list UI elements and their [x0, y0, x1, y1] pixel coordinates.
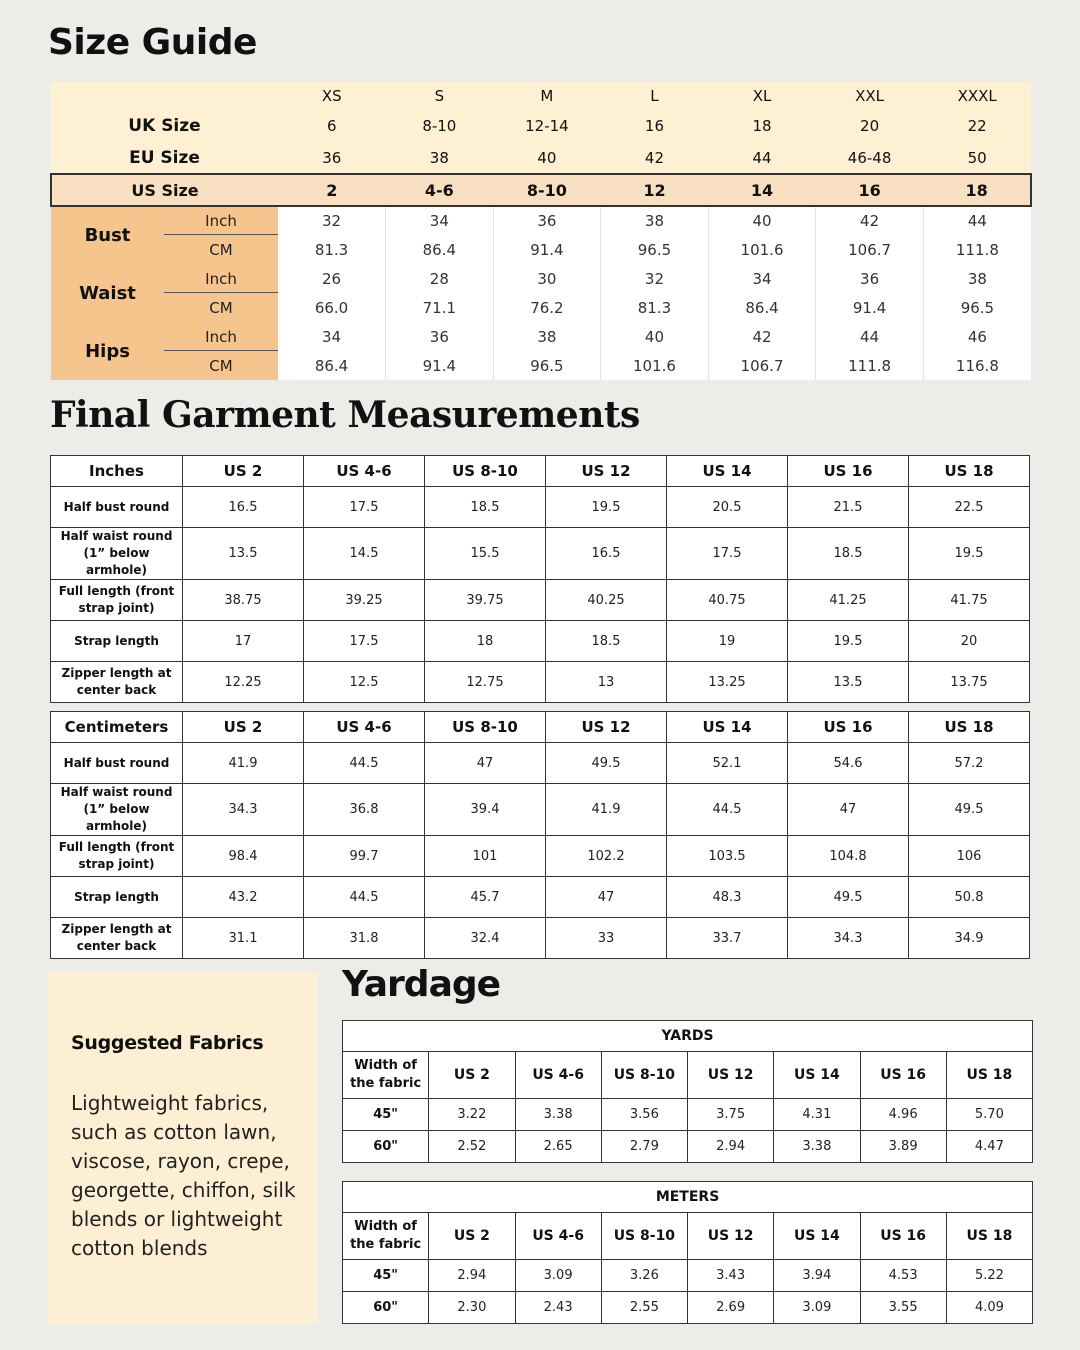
yardage-meters-table	[342, 1181, 1033, 1324]
yardage-table	[342, 1181, 1033, 1324]
yardage-value: 3.22	[429, 1099, 515, 1131]
measurements-table	[50, 711, 1030, 959]
yardage-value: 3.38	[774, 1131, 860, 1163]
width-label: Width of the fabric	[343, 1213, 429, 1260]
size-header: US 18	[909, 456, 1030, 487]
header-row	[51, 712, 1030, 743]
yardage-row	[343, 1099, 1033, 1131]
value-cell: 17.5	[304, 621, 425, 662]
size-header: US 4-6	[515, 1213, 601, 1260]
measure-value: 86.4	[386, 235, 494, 264]
value-cell: 44.5	[667, 784, 788, 836]
measure-unit: Inch	[164, 206, 278, 235]
size-guide-title: Size Guide	[48, 22, 257, 63]
size-header: US 14	[667, 456, 788, 487]
uk-size-cell: 12-14	[493, 110, 601, 142]
size-header: US 14	[774, 1052, 860, 1099]
measure-value: 81.3	[601, 293, 709, 322]
yardage-title: Yardage	[342, 964, 501, 1005]
yardage-value: 5.70	[946, 1099, 1032, 1131]
yardage-value: 3.56	[601, 1099, 687, 1131]
yardage-value: 3.26	[601, 1260, 687, 1292]
unit-label: Centimeters	[51, 712, 183, 743]
measure-value: 36	[493, 206, 601, 235]
measure-value: 42	[816, 206, 924, 235]
letter-size-cell: XS	[278, 82, 386, 110]
eu-size-cell: 42	[601, 142, 709, 174]
eu-size-row	[51, 142, 1031, 174]
measure-value: 28	[386, 264, 494, 293]
size-header: US 18	[909, 712, 1030, 743]
yardage-value: 3.55	[860, 1292, 946, 1324]
value-cell: 17.5	[304, 487, 425, 528]
value-cell: 22.5	[909, 487, 1030, 528]
value-cell: 12.75	[425, 662, 546, 703]
us-size-cell: 18	[923, 174, 1031, 206]
value-cell: 45.7	[425, 877, 546, 918]
measure-value: 32	[601, 264, 709, 293]
measurement-row	[51, 580, 1030, 621]
measure-name: Bust	[51, 206, 164, 264]
measure-value: 96.5	[493, 351, 601, 380]
yardage-value: 2.69	[688, 1292, 774, 1324]
value-cell: 40.75	[667, 580, 788, 621]
unit-label: Inches	[51, 456, 183, 487]
size-guide-grid	[50, 82, 1032, 380]
yardage-unit-title: YARDS	[343, 1021, 1033, 1052]
width-label: Width of the fabric	[343, 1052, 429, 1099]
size-header: US 16	[788, 712, 909, 743]
value-cell: 34.9	[909, 918, 1030, 959]
value-cell: 47	[546, 877, 667, 918]
measure-unit: Inch	[164, 264, 278, 293]
value-cell: 19.5	[546, 487, 667, 528]
yardage-table	[342, 1020, 1033, 1163]
size-header: US 8-10	[601, 1213, 687, 1260]
measure-value: 96.5	[601, 235, 709, 264]
measure-value: 106.7	[816, 235, 924, 264]
value-cell: 57.2	[909, 743, 1030, 784]
value-cell: 39.75	[425, 580, 546, 621]
value-cell: 49.5	[546, 743, 667, 784]
measurement-row	[51, 487, 1030, 528]
measure-value: 34	[386, 206, 494, 235]
value-cell: 48.3	[667, 877, 788, 918]
measure-value: 91.4	[493, 235, 601, 264]
yardage-value: 2.94	[429, 1260, 515, 1292]
yardage-value: 2.79	[601, 1131, 687, 1163]
measure-value: 86.4	[708, 293, 816, 322]
size-header: US 14	[667, 712, 788, 743]
measure-value: 26	[278, 264, 386, 293]
yardage-value: 3.94	[774, 1260, 860, 1292]
value-cell: 15.5	[425, 528, 546, 580]
measure-value: 111.8	[816, 351, 924, 380]
measure-value: 38	[923, 264, 1031, 293]
title-row	[343, 1182, 1033, 1213]
us-size-cell: 8-10	[493, 174, 601, 206]
fabric-width: 45"	[343, 1260, 429, 1292]
measure-row	[51, 322, 1031, 351]
us-size-cell: 12	[601, 174, 709, 206]
measure-value: 91.4	[386, 351, 494, 380]
uk-size-cell: 6	[278, 110, 386, 142]
measure-value: 34	[708, 264, 816, 293]
row-label: Half waist round (1” below armhole)	[51, 784, 183, 836]
value-cell: 102.2	[546, 836, 667, 877]
value-cell: 36.8	[304, 784, 425, 836]
value-cell: 40.25	[546, 580, 667, 621]
value-cell: 12.25	[183, 662, 304, 703]
row-label: Strap length	[51, 877, 183, 918]
fabric-width: 45"	[343, 1099, 429, 1131]
eu-size-label: EU Size	[51, 142, 278, 174]
measure-unit: Inch	[164, 322, 278, 351]
value-cell: 33.7	[667, 918, 788, 959]
value-cell: 20.5	[667, 487, 788, 528]
yardage-value: 2.52	[429, 1131, 515, 1163]
header-row	[343, 1052, 1033, 1099]
yardage-value: 2.30	[429, 1292, 515, 1324]
measure-row	[51, 264, 1031, 293]
measure-value: 66.0	[278, 293, 386, 322]
yardage-value: 3.89	[860, 1131, 946, 1163]
letter-size-cell: S	[386, 82, 494, 110]
yardage-value: 2.55	[601, 1292, 687, 1324]
yardage-row	[343, 1131, 1033, 1163]
final-inches-table	[50, 455, 1030, 703]
yardage-row	[343, 1292, 1033, 1324]
value-cell: 47	[425, 743, 546, 784]
value-cell: 16.5	[546, 528, 667, 580]
value-cell: 18.5	[546, 621, 667, 662]
value-cell: 103.5	[667, 836, 788, 877]
header-row	[51, 456, 1030, 487]
uk-size-row	[51, 110, 1031, 142]
measure-value: 101.6	[601, 351, 709, 380]
fabric-width: 60"	[343, 1131, 429, 1163]
value-cell: 17	[183, 621, 304, 662]
size-header: US 16	[860, 1213, 946, 1260]
measure-value: 106.7	[708, 351, 816, 380]
size-header: US 14	[774, 1213, 860, 1260]
measure-value: 76.2	[493, 293, 601, 322]
final-measurements-title: Final Garment Measurements	[50, 394, 640, 436]
letter-size-row	[51, 82, 1031, 110]
value-cell: 18.5	[788, 528, 909, 580]
yardage-value: 2.94	[688, 1131, 774, 1163]
size-header: US 8-10	[425, 712, 546, 743]
uk-size-cell: 16	[601, 110, 709, 142]
suggested-fabrics-box	[48, 972, 318, 1324]
measure-value: 86.4	[278, 351, 386, 380]
measure-value: 36	[816, 264, 924, 293]
measure-row	[51, 206, 1031, 235]
measure-value: 44	[923, 206, 1031, 235]
value-cell: 13.25	[667, 662, 788, 703]
value-cell: 99.7	[304, 836, 425, 877]
letter-size-cell: XL	[708, 82, 816, 110]
size-header: US 18	[946, 1213, 1032, 1260]
eu-size-cell: 46-48	[816, 142, 924, 174]
yardage-value: 4.31	[774, 1099, 860, 1131]
yardage-value: 2.43	[515, 1292, 601, 1324]
value-cell: 32.4	[425, 918, 546, 959]
eu-size-cell: 36	[278, 142, 386, 174]
value-cell: 34.3	[788, 918, 909, 959]
measure-name: Hips	[51, 322, 164, 380]
row-label: Half waist round (1” below armhole)	[51, 528, 183, 580]
value-cell: 18	[425, 621, 546, 662]
uk-size-label: UK Size	[51, 110, 278, 142]
yardage-yards-table	[342, 1020, 1033, 1163]
measure-value: 32	[278, 206, 386, 235]
value-cell: 49.5	[909, 784, 1030, 836]
size-header: US 2	[183, 456, 304, 487]
row-label: Zipper length at center back	[51, 918, 183, 959]
value-cell: 13	[546, 662, 667, 703]
us-size-cell: 14	[708, 174, 816, 206]
yardage-value: 4.09	[946, 1292, 1032, 1324]
measure-value: 46	[923, 322, 1031, 351]
us-size-cell: 4-6	[386, 174, 494, 206]
measurement-row	[51, 528, 1030, 580]
measure-value: 96.5	[923, 293, 1031, 322]
size-header: US 12	[688, 1213, 774, 1260]
value-cell: 17.5	[667, 528, 788, 580]
measure-value: 101.6	[708, 235, 816, 264]
yardage-value: 4.53	[860, 1260, 946, 1292]
value-cell: 12.5	[304, 662, 425, 703]
yardage-value: 4.96	[860, 1099, 946, 1131]
measure-value: 38	[493, 322, 601, 351]
value-cell: 44.5	[304, 743, 425, 784]
measure-value: 44	[816, 322, 924, 351]
eu-size-cell: 40	[493, 142, 601, 174]
us-size-cell: 16	[816, 174, 924, 206]
uk-size-cell: 8-10	[386, 110, 494, 142]
yardage-value: 3.38	[515, 1099, 601, 1131]
value-cell: 41.9	[183, 743, 304, 784]
yardage-value: 3.09	[515, 1260, 601, 1292]
row-label: Full length (front strap joint)	[51, 836, 183, 877]
value-cell: 21.5	[788, 487, 909, 528]
size-header: US 2	[429, 1052, 515, 1099]
yardage-value: 4.47	[946, 1131, 1032, 1163]
measurement-row	[51, 784, 1030, 836]
size-header: US 12	[688, 1052, 774, 1099]
measure-value: 111.8	[923, 235, 1031, 264]
row-label: Half bust round	[51, 743, 183, 784]
measure-unit: CM	[164, 351, 278, 380]
value-cell: 38.75	[183, 580, 304, 621]
row-label: Half bust round	[51, 487, 183, 528]
measurements-table	[50, 455, 1030, 703]
row-label: Full length (front strap joint)	[51, 580, 183, 621]
size-header: US 16	[860, 1052, 946, 1099]
size-header: US 2	[429, 1213, 515, 1260]
eu-size-cell: 38	[386, 142, 494, 174]
value-cell: 43.2	[183, 877, 304, 918]
us-size-label: US Size	[51, 174, 278, 206]
size-header: US 18	[946, 1052, 1032, 1099]
letter-size-cell: L	[601, 82, 709, 110]
value-cell: 19.5	[788, 621, 909, 662]
value-cell: 16.5	[183, 487, 304, 528]
value-cell: 49.5	[788, 877, 909, 918]
measurement-row	[51, 743, 1030, 784]
value-cell: 41.25	[788, 580, 909, 621]
measure-row	[51, 293, 1031, 322]
value-cell: 18.5	[425, 487, 546, 528]
measure-value: 91.4	[816, 293, 924, 322]
measure-row	[51, 351, 1031, 380]
measure-value: 34	[278, 322, 386, 351]
letter-size-cell: XXXL	[923, 82, 1031, 110]
value-cell: 54.6	[788, 743, 909, 784]
measure-value: 40	[708, 206, 816, 235]
measurement-row	[51, 621, 1030, 662]
eu-size-cell: 50	[923, 142, 1031, 174]
letter-size-cell: M	[493, 82, 601, 110]
row-label: Zipper length at center back	[51, 662, 183, 703]
uk-size-cell: 18	[708, 110, 816, 142]
yardage-value: 2.65	[515, 1131, 601, 1163]
measure-unit: CM	[164, 293, 278, 322]
measurement-row	[51, 877, 1030, 918]
value-cell: 31.1	[183, 918, 304, 959]
suggested-fabrics-heading: Suggested Fabrics	[71, 1032, 264, 1054]
header-row	[343, 1213, 1033, 1260]
measure-value: 38	[601, 206, 709, 235]
size-header: US 4-6	[304, 712, 425, 743]
fabric-width: 60"	[343, 1292, 429, 1324]
measure-value: 42	[708, 322, 816, 351]
us-size-cell: 2	[278, 174, 386, 206]
measure-value: 81.3	[278, 235, 386, 264]
uk-size-cell: 20	[816, 110, 924, 142]
size-header: US 8-10	[601, 1052, 687, 1099]
final-cm-table	[50, 711, 1030, 959]
size-header: US 12	[546, 456, 667, 487]
value-cell: 41.75	[909, 580, 1030, 621]
eu-size-cell: 44	[708, 142, 816, 174]
measure-value: 71.1	[386, 293, 494, 322]
size-header: US 16	[788, 456, 909, 487]
yardage-row	[343, 1260, 1033, 1292]
us-size-row	[51, 174, 1031, 206]
yardage-unit-title: METERS	[343, 1182, 1033, 1213]
value-cell: 20	[909, 621, 1030, 662]
value-cell: 41.9	[546, 784, 667, 836]
value-cell: 39.25	[304, 580, 425, 621]
measure-name: Waist	[51, 264, 164, 322]
value-cell: 19	[667, 621, 788, 662]
size-header: US 4-6	[304, 456, 425, 487]
measure-value: 40	[601, 322, 709, 351]
value-cell: 13.5	[788, 662, 909, 703]
measurement-row	[51, 836, 1030, 877]
value-cell: 106	[909, 836, 1030, 877]
title-row	[343, 1021, 1033, 1052]
measure-row	[51, 235, 1031, 264]
corner-cell	[51, 82, 278, 110]
yardage-value: 5.22	[946, 1260, 1032, 1292]
measurement-row	[51, 918, 1030, 959]
measure-value: 116.8	[923, 351, 1031, 380]
measurement-row	[51, 662, 1030, 703]
value-cell: 104.8	[788, 836, 909, 877]
value-cell: 98.4	[183, 836, 304, 877]
size-header: US 2	[183, 712, 304, 743]
value-cell: 31.8	[304, 918, 425, 959]
value-cell: 47	[788, 784, 909, 836]
letter-size-cell: XXL	[816, 82, 924, 110]
measure-value: 36	[386, 322, 494, 351]
size-header: US 8-10	[425, 456, 546, 487]
yardage-value: 3.09	[774, 1292, 860, 1324]
yardage-value: 3.75	[688, 1099, 774, 1131]
uk-size-cell: 22	[923, 110, 1031, 142]
value-cell: 14.5	[304, 528, 425, 580]
suggested-fabrics-text: Lightweight fabrics, such as cotton lawn, viscose, rayon, crepe, georgette, chiffon, silk blends or lightweight cotton blends	[71, 1091, 296, 1260]
value-cell: 50.8	[909, 877, 1030, 918]
size-header: US 4-6	[515, 1052, 601, 1099]
value-cell: 19.5	[909, 528, 1030, 580]
row-label: Strap length	[51, 621, 183, 662]
size-guide-table	[50, 82, 1030, 380]
value-cell: 34.3	[183, 784, 304, 836]
value-cell: 52.1	[667, 743, 788, 784]
measure-unit: CM	[164, 235, 278, 264]
size-header: US 12	[546, 712, 667, 743]
value-cell: 13.75	[909, 662, 1030, 703]
value-cell: 44.5	[304, 877, 425, 918]
value-cell: 101	[425, 836, 546, 877]
value-cell: 33	[546, 918, 667, 959]
yardage-value: 3.43	[688, 1260, 774, 1292]
value-cell: 39.4	[425, 784, 546, 836]
measure-value: 30	[493, 264, 601, 293]
value-cell: 13.5	[183, 528, 304, 580]
